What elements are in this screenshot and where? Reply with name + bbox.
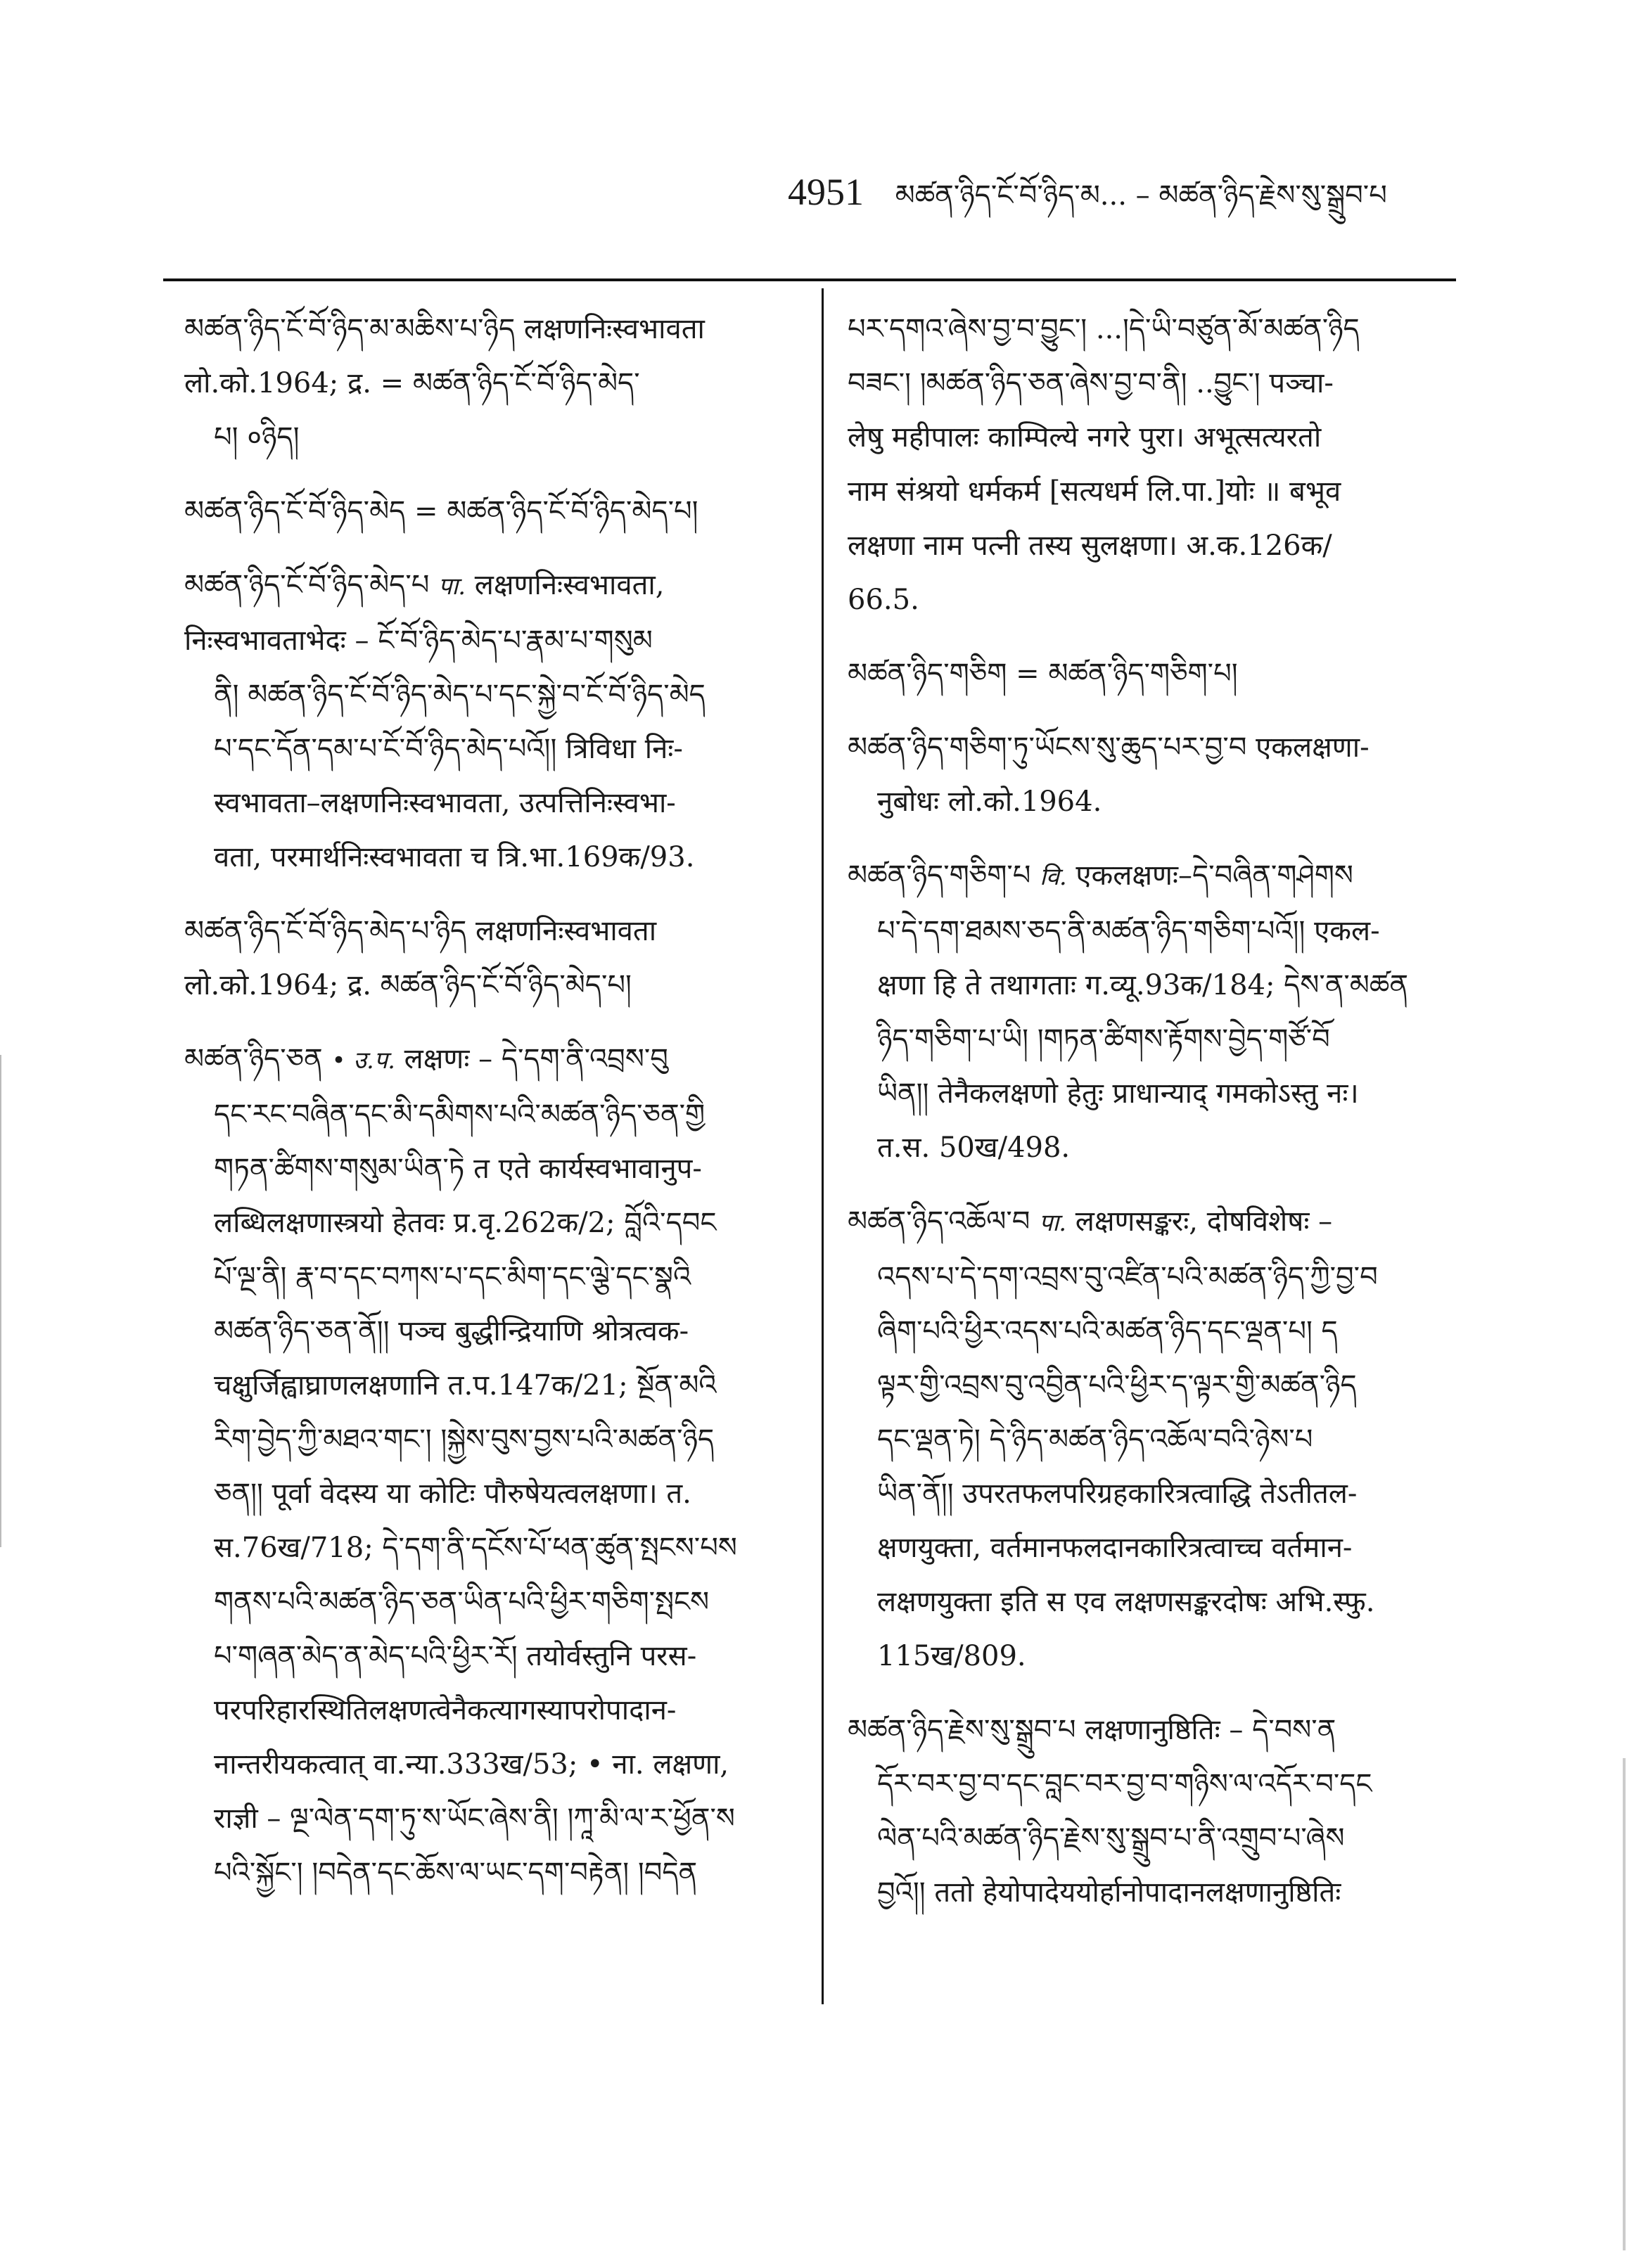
entry-line: དང་ལྡན་ཏེ། དེ་ཉིད་མཚན་ཉིད་འཆོལ་བའི་ཉེས་པ — [877, 1423, 1313, 1456]
entry-first-line — [848, 721, 1481, 775]
entry-headword: མཚན་ཉིད་ངོ་བོ་ཉིད་མ་མཆིས་པ་ཉིད — [184, 313, 516, 345]
grammar-tag: • उ.प. — [331, 1046, 395, 1075]
entry-first-line — [184, 1032, 817, 1088]
entry-text: लक्षणनिःस्वभावता लो.को.1964; द्र. = མཚན་ཉིད་ངོ་བོ་ཉིད་མེད་ — [184, 313, 705, 399]
entry-first-line — [184, 485, 817, 539]
left-column — [184, 302, 817, 1920]
entry-line: 115ख/809. — [877, 1640, 1026, 1672]
entry-text: = མཚན་ཉིད་གཅིག་པ། — [1016, 658, 1238, 690]
entry-text: लक्षणसङ्करः, दोषविशेषः – — [1075, 1205, 1333, 1238]
dictionary-entry — [184, 558, 817, 885]
entry-line: གནས་པའི་མཚན་ཉིད་ཅན་ཡིན་པའི་ཕྱིར་གཅིག་སྤངས — [214, 1586, 710, 1618]
entry-line: མཚན་ཉིད་ཅན་ནོ།། पञ्च बुद्धीन्द्रियाणि श्रोत्रत्वक- — [214, 1315, 689, 1347]
entry-line: चक्षुर्जिह्वाघ्राणलक्षणानि त.प.147क/21; སྔོན་མའི — [214, 1369, 717, 1402]
entry-line: ཡིན།། तेनैकलक्षणो हेतुः प्राधान्याद् गमकोऽस्तु नः। — [877, 1077, 1359, 1110]
entry-line: འདས་པ་དེ་དག་འབྲས་བུ་འཛིན་པའི་མཚན་ཉིད་ཀྱི་བྱ་བ — [877, 1261, 1378, 1293]
entry-line: लक्षणयुक्ता इति स एव लक्षणसङ्करदोषः अभि.स्फु. — [877, 1586, 1375, 1618]
entry-headword: མཚན་ཉིད་ངོ་བོ་ཉིད་མེད་པ་ཉིད — [184, 915, 467, 947]
dictionary-entry — [184, 485, 817, 539]
entry-line: नान्तरीयकत्वात् वा.न्या.333ख/53; • ना. लक्षणा, — [214, 1748, 729, 1781]
entry-line: པ། ०ཉིད། — [214, 421, 300, 454]
dictionary-entry — [848, 1195, 1481, 1684]
entry-first-line — [184, 558, 817, 668]
entry-text: एकलक्षणः–དེ་བཞིན་གཤེགས — [1075, 859, 1353, 892]
dictionary-entry — [184, 904, 817, 1013]
grammar-tag: वि. — [1040, 863, 1067, 891]
entry-line: राज्ञी – ལྔ་ལེན་དག་ཏུ་ས་ཡོང་ཞེས་ནི། །ཀཱ་མི་ལ་ར་ཕྱོན་ས — [214, 1802, 735, 1835]
entry-headword: མཚན་ཉིད་ངོ་བོ་ཉིད་མེད་པ — [184, 569, 430, 601]
entry-line: ཞིག་པའི་ཕྱིར་འདས་པའི་མཚན་ཉིད་དང་ལྡན་པ། ད — [877, 1315, 1338, 1347]
entry-line: བྱའོ།། ततो हेयोपादेययोर्हानोपादानलक्षणानुष्ठितिः — [877, 1876, 1341, 1909]
entry-headword: མཚན་ཉིད་གཅིག་ཏུ་ཡོངས་སུ་ཆུད་པར་བྱ་བ — [848, 731, 1247, 764]
entry-line: བཟང་། །མཚན་ཉིད་ཅན་ཞེས་བྱ་བ་ནི། ..བྱུང་། पञ्चा- — [848, 367, 1334, 399]
entry-line: དོར་བར་བྱ་བ་དང་བླང་བར་བྱ་བ་གཉིས་ལ་འདོར་བ་དང — [877, 1768, 1372, 1800]
entry-line: པོ་ལྔ་ནི། རྣ་བ་དང་བཀས་པ་དང་མིག་དང་ལྕེ་དང་སྣའི — [214, 1261, 691, 1293]
dictionary-entry — [184, 1032, 817, 1900]
entry-line: ཅན།། पूर्वा वेदस्य या कोटिः पौरुषेयत्वलक्षणा। त. — [214, 1478, 691, 1510]
entry-line: ཉིད་གཅིག་པ་ཡི། །གཏན་ཚིགས་རྟོགས་བྱེད་གཙོ་བོ — [877, 1023, 1330, 1056]
dictionary-entry — [848, 302, 1481, 627]
page-header — [788, 167, 1463, 220]
grammar-tag: पा. — [1039, 1209, 1067, 1237]
entry-line: ལྟར་གྱི་འབྲས་བུ་འབྱིན་པའི་ཕྱིར་ད་ལྟར་གྱི་མཚན་ཉིད — [877, 1369, 1357, 1402]
dictionary-entry — [184, 302, 817, 465]
entry-headword: མཚན་ཉིད་ངོ་བོ་ཉིད་མེད — [184, 495, 406, 527]
entry-first-line — [848, 647, 1481, 701]
entry-headword: མཚན་ཉིད་ཅན — [184, 1043, 323, 1075]
column-divider — [822, 288, 824, 2004]
entry-first-line — [848, 1195, 1481, 1250]
entry-text: लक्षणानुष्ठितिः – དེ་བས་ན — [1085, 1714, 1336, 1746]
entry-text: लक्षणनिःस्वभावता, निःस्वभावताभेदः – ངོ་བོ་ཉིད་མེད་པ་རྣམ་པ་གསུམ — [184, 569, 665, 657]
entry-first-line — [848, 1703, 1481, 1757]
entry-line: नुबोधः लो.को.1964. — [877, 786, 1102, 818]
entry-line: རིག་བྱེད་ཀྱི་མཐའ་གང་། །སྐྱེས་བུས་བྱས་པའི་མཚན་ཉིད — [214, 1423, 715, 1456]
dictionary-entry — [848, 647, 1481, 701]
entry-headword: མཚན་ཉིད་འཆོལ་བ — [848, 1205, 1030, 1238]
entry-first-line — [848, 849, 1481, 904]
entry-text: = མཚན་ཉིད་ངོ་བོ་ཉིད་མེད་པ། — [414, 495, 698, 527]
entry-line: क्षणा हि ते तथागताः ग.व्यू.93क/184; དེས་ན་མཚན — [877, 969, 1409, 1001]
scan-edge-mark — [1623, 1758, 1626, 2250]
header-range: མཚན་ཉིད་ངོ་བོ་ཉིད་མ... – མཚན་ཉིད་རྗེས་སུ་སྒྲུབ་པ — [895, 179, 1387, 212]
entry-line: ནི། མཚན་ཉིད་ངོ་བོ་ཉིད་མེད་པ་དང་སྐྱེ་བ་ངོ་བོ་ཉིད་མེད — [214, 679, 706, 711]
entry-line: लब्धिलक्षणास्त्रयो हेतवः प्र.वृ.262क/2; བློའི་དབང — [214, 1207, 717, 1239]
entry-line: པ་གཞན་མེད་ན་མེད་པའི་ཕྱིར་རོ། तयोर्वस्तुनि परस- — [214, 1640, 697, 1672]
grammar-tag: पा. — [438, 572, 466, 601]
scan-edge-mark — [0, 1055, 1, 1547]
entry-line: स.76ख/718; དེ་དག་ནི་དངོས་པོ་ཕན་ཚུན་སྤངས་པས — [214, 1532, 737, 1564]
entry-line: པ་དེ་དག་ཐམས་ཅད་ནི་མཚན་ཉིད་གཅིག་པའོ།། एकल- — [877, 915, 1380, 947]
entry-line: 66.5. — [848, 584, 919, 616]
entry-line: པའི་སྐྱོང་། །བདེན་དང་ཆོས་ལ་ཡང་དག་བརྟེན། །བདེན — [214, 1857, 698, 1889]
entry-line: लेषु महीपालः काम्पिल्ये नगरे पुरा। अभूत्सत्यरतो — [848, 421, 1322, 454]
header-rule — [163, 278, 1456, 281]
entry-line: པར་དགའ་ཞེས་བྱ་བ་བྱུང་། ...།དེ་ཡི་བཙུན་མོ་མཚན་ཉིད — [848, 313, 1360, 345]
entry-line: वता, परमार्थनिःस्वभावता च त्रि.भा.169क/93. — [214, 841, 695, 873]
entry-first-line — [184, 302, 817, 411]
right-column — [848, 302, 1481, 1940]
entry-line: नाम संश्रयो धर्मकर्म [सत्यधर्म लि.पा.]योः ॥ बभूव — [848, 475, 1341, 508]
dictionary-entry — [848, 721, 1481, 829]
entry-text: लक्षणनिःस्वभावता लो.को.1964; द्र. མཚན་ཉིད་ངོ་བོ་ཉིད་མེད་པ། — [184, 915, 657, 1001]
entry-line: གཏན་ཚིགས་གསུམ་ཡིན་ཏེ त एते कार्यस्वभावानुप- — [214, 1153, 702, 1185]
entry-headword: མཚན་ཉིད་གཅིག — [848, 658, 1007, 690]
entry-line: དང་རང་བཞིན་དང་མི་དམིགས་པའི་མཚན་ཉིད་ཅན་གྱི — [214, 1098, 706, 1131]
entry-line: ལེན་པའི་མཚན་ཉིད་རྗེས་སུ་སྒྲུབ་པ་ནི་འགྲུབ་པ་ཞེས — [877, 1822, 1345, 1854]
entry-text: लक्षणः – དེ་དག་ནི་འབྲས་བུ — [404, 1043, 668, 1075]
entry-headword: མཚན་ཉིད་རྗེས་སུ་སྒྲུབ་པ — [848, 1714, 1076, 1746]
entry-line: लक्षणा नाम पत्नी तस्य सुलक्षणा। अ.क.126क/ — [848, 530, 1332, 562]
entry-line: परपरिहारस्थितिलक्षणत्वेनैकत्यागस्यापरोपादान- — [214, 1694, 677, 1726]
dictionary-entry — [848, 1703, 1481, 1920]
entry-headword: མཚན་ཉིད་གཅིག་པ — [848, 859, 1031, 892]
entry-line: स्वभावता–लक्षणनिःस्वभावता, उत्पत्तिनिःस्वभा- — [214, 787, 676, 819]
entry-line: པ་དང་དོན་དམ་པ་ངོ་བོ་ཉིད་མེད་པའོ།། त्रिविधा निः- — [214, 733, 683, 765]
entry-line: क्षणयुक्ता, वर्तमानफलदानकारित्रत्वाच्च वर्तमान- — [877, 1532, 1353, 1564]
entry-text: एकलक्षणा- — [1256, 731, 1370, 764]
entry-line: त.स. 50ख/498. — [877, 1132, 1071, 1164]
dictionary-entry — [848, 849, 1481, 1175]
entry-first-line — [184, 904, 817, 1013]
page-number: 4951 — [788, 171, 864, 213]
entry-line: ཡིན་ནོ།། उपरतफलपरिग्रहकारित्रत्वाद्धि तेऽतीतल- — [877, 1478, 1358, 1510]
